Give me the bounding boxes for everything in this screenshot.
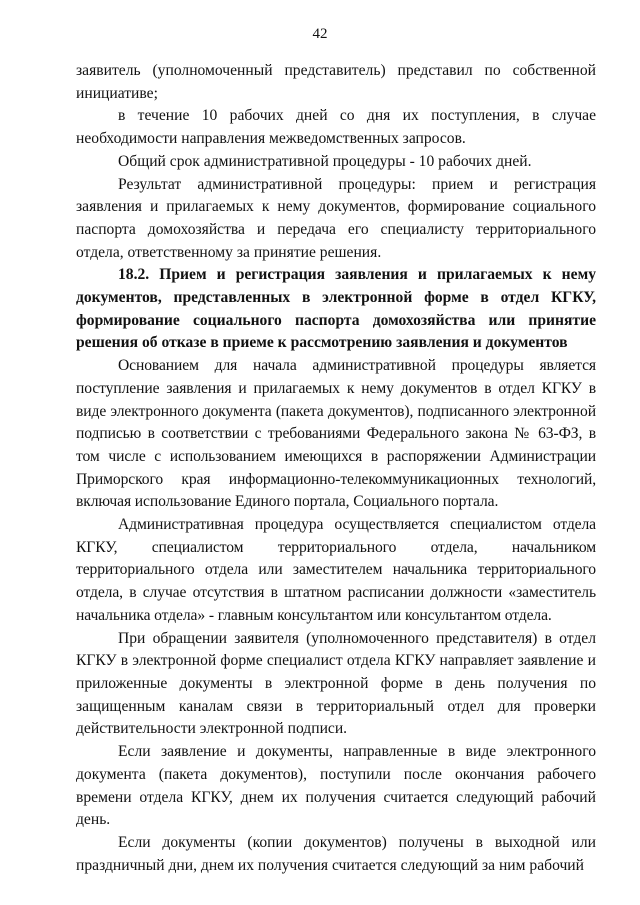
paragraph-after-hours: Если заявление и документы, направленные в виде электронного документа (пакета документов), поступили после окончания рабочего времени отдела КГКУ, днем их получения считается следующий рабочий день.: [76, 743, 596, 829]
paragraph-electronic-submission: При обращении заявителя (уполномоченного представителя) в отдел КГКУ в электронной форме специалист отдела КГКУ направляет заявление и приложенные документы в электронной форме в день получения по защищенным каналам связи в территориальный отдел для проверки действительности электронной подписи.: [76, 629, 596, 738]
paragraph-performers: Административная процедура осуществляется специалистом отдела КГКУ, специалистом территориального отдела, начальником территориального отдела или заместителем начальника территориального отдела, в случае отсутствия в штатном расписании должности «заместитель начальника отдела» - главным консультантом или консультантом отдела.: [76, 516, 596, 624]
page-number: 42: [312, 26, 328, 42]
paragraph-ten-days: в течение 10 рабочих дней со дня их поступления, в случае необходимости направления межведомственных запросов.: [76, 107, 596, 148]
paragraph-holidays: Если документы (копии документов) получены в выходной или праздничный дни, днем их получения считается следующий за ним рабочий: [76, 833, 596, 874]
paragraph-procedure-result: Результат административной процедуры: прием и регистрация заявления и прилагаемых к нему документов, формирование социального паспорта домохозяйства и передача его специалисту территориального отдела, ответственному за принятие решения.: [76, 175, 596, 261]
paragraph-applicant-initiative: заявитель (уполномоченный представитель) представил по собственной инициативе;: [76, 62, 596, 102]
document-body: [76, 60, 596, 877]
section-heading-18-2: 18.2. Прием и регистрация заявления и прилагаемых к нему документов, представленных в электронной форме в отдел КГКУ, формирование социального паспорта домохозяйства или принятие решения об отказе в приеме к рассмотрению заявления и документов: [76, 266, 596, 352]
paragraph-basis: Основанием для начала административной процедуры является поступление заявления и прилагаемых к нему документов в отдел КГКУ в виде электронного документа (пакета документов), подписанного электронной подписью в соответствии с требованиями Федерального закона № 63-ФЗ, в том числе с использованием имеющихся в распоряжении Администрации Приморского края информационно-телекоммуникационных технологий, включая использование Единого портала, Социального портала.: [76, 357, 596, 511]
paragraph-total-term: Общий срок административной процедуры - 10 рабочих дней.: [118, 152, 532, 170]
